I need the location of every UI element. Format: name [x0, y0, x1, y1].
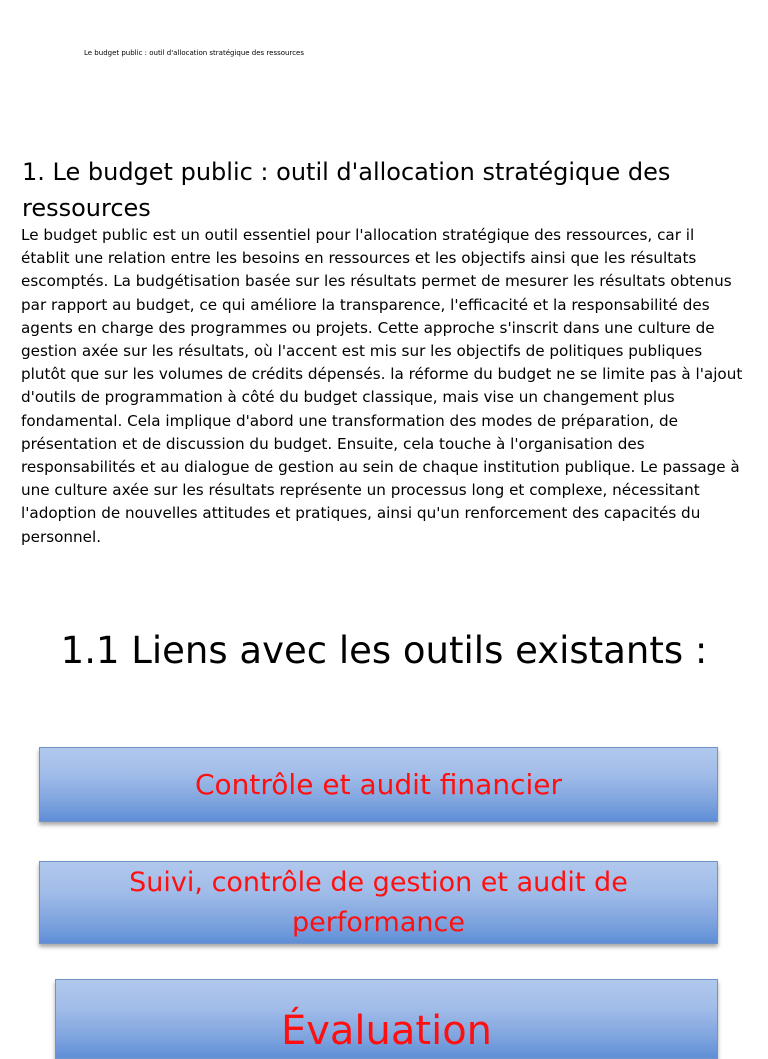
tool-box-label: Évaluation [280, 1008, 493, 1054]
tool-box-label: Suivi, contrôle de gestion et audit de performance [129, 866, 628, 938]
tool-box-performance-audit [39, 861, 718, 944]
tool-box-financial-audit [39, 747, 718, 822]
running-header: Le budget public : outil d'allocation stratégique des ressources [84, 49, 305, 57]
tool-box-evaluation [55, 979, 718, 1059]
subsection-title: 1.1 Liens avec les outils existants : [60, 629, 708, 672]
tool-box-label: Contrôle et audit financier [195, 767, 562, 801]
section-title: 1. Le budget public : outil d'allocation stratégique des ressources [22, 158, 671, 222]
section-body-paragraph: Le budget public est un outil essentiel pour l'allocation stratégique des ressources, car il établit une relation entre les besoins en ressources et les objectifs ainsi que les résultats escomptés. La budgétisation basée sur les résultats permet de mesurer les résultats obtenus par rapport au budget, ce qui améliore la transparence, l'efficacité et la responsabilité des agents en charge des programmes ou projets. Cette approche s'inscrit dans une culture de gestion axée sur les résultats, où l'accent est mis sur les objectifs de politiques publiques plutôt que sur les volumes de crédits dépensés. la réforme du budget ne se limite pas à l'ajout d'outils de programmation à côté du budget classique, mais vise un changement plus fondamental. Cela implique d'abord une transformation des modes de préparation, de présentation et de discussion du budget. Ensuite, cela touche à l'organisation des responsabilités et au dialogue de gestion au sein de chaque institution publique. Le passage à une culture axée sur les résultats représente un processus long et complexe, nécessitant l'adoption de nouvelles attitudes et pratiques, ainsi qu'un renforcement des capacités du personnel. [21, 226, 743, 546]
